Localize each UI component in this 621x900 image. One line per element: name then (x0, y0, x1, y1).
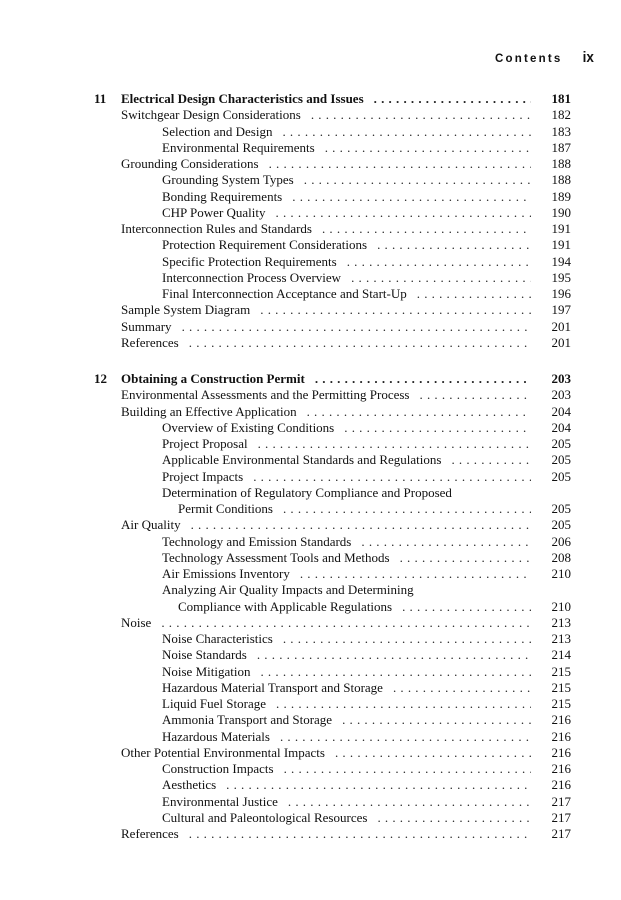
dot-leader (334, 420, 531, 436)
entry-label (121, 91, 535, 107)
toc-entry[interactable] (0, 517, 621, 533)
dot-leader (290, 566, 531, 582)
toc-entry[interactable] (0, 777, 621, 793)
entry-label (162, 189, 535, 205)
entry-label (162, 647, 535, 663)
entry-label (178, 599, 535, 615)
toc-entry[interactable] (0, 302, 621, 318)
entry-label (162, 534, 535, 550)
entry-page-number: 182 (551, 107, 571, 123)
toc-entry[interactable] (0, 631, 621, 647)
entry-page-number: 213 (551, 631, 571, 646)
entry-label (162, 777, 535, 793)
entry-title: Cultural and Paleontological Resources (162, 809, 368, 825)
entry-label (121, 221, 535, 237)
dot-leader (272, 124, 531, 140)
entry-label (121, 156, 535, 172)
entry-page-number: 190 (551, 204, 571, 220)
entry-title: References (121, 334, 179, 350)
dot-leader (248, 436, 531, 452)
toc-entry[interactable] (0, 124, 621, 140)
dot-leader (266, 696, 531, 712)
toc-entry[interactable] (0, 107, 621, 123)
dot-leader (301, 107, 531, 123)
entry-title: Grounding Considerations (121, 156, 259, 171)
entry-title: Sample System Diagram (121, 302, 251, 318)
entry-label (162, 140, 535, 156)
toc-entry[interactable] (0, 270, 621, 286)
toc-entry[interactable] (0, 745, 621, 761)
entry-label (162, 729, 535, 745)
entry-page-number: 216 (551, 744, 571, 760)
entry-title: Noise Standards (162, 647, 247, 663)
entry-page-number: 214 (551, 647, 571, 663)
dot-leader (181, 517, 531, 533)
entry-label (121, 107, 535, 123)
toc-entry[interactable] (0, 582, 621, 598)
dot-leader (364, 91, 531, 107)
toc-entry[interactable] (0, 205, 621, 221)
entry-label (162, 172, 535, 188)
entry-label (121, 826, 535, 842)
dot-leader (270, 729, 531, 745)
entry-title: Project Proposal (162, 436, 248, 451)
entry-page-number: 208 (551, 549, 571, 565)
toc-chapter (0, 91, 621, 351)
entry-page-number: 216 (551, 712, 571, 728)
entry-label (121, 745, 535, 761)
entry-label (162, 664, 535, 680)
toc-entry[interactable] (0, 335, 621, 351)
entry-title: Project Impacts (162, 468, 244, 484)
entry-page-number: 213 (551, 614, 571, 630)
entry-label (162, 761, 535, 777)
entry-label (162, 631, 535, 647)
toc-entry[interactable] (0, 664, 621, 680)
entry-page-number: 203 (551, 371, 571, 386)
running-head-title: Contents (495, 53, 563, 65)
entry-title: Environmental Justice (162, 793, 278, 809)
entry-page-number: 216 (551, 761, 571, 776)
entry-page-number: 203 (551, 387, 571, 403)
toc-entry[interactable] (0, 387, 621, 403)
toc-entry[interactable] (0, 729, 621, 745)
toc-entry[interactable] (0, 189, 621, 205)
entry-title: Building an Effective Application (121, 403, 297, 419)
dot-leader (250, 664, 531, 680)
entry-title: CHP Power Quality (162, 204, 266, 220)
dot-leader (294, 172, 531, 188)
entry-label (162, 286, 535, 302)
dot-leader (341, 270, 531, 286)
entry-label (162, 270, 535, 286)
entry-label (162, 485, 535, 501)
entry-title: Bonding Requirements (162, 188, 283, 204)
entry-title: Grounding System Types (162, 172, 294, 188)
entry-page-number: 205 (551, 468, 571, 484)
toc-entry[interactable] (0, 469, 621, 485)
entry-label (162, 205, 535, 221)
entry-title: Noise Mitigation (162, 663, 251, 679)
toc-entry[interactable] (0, 534, 621, 550)
entry-label (121, 615, 535, 631)
entry-page-number: 205 (551, 501, 571, 516)
entry-title: Hazardous Materials (162, 728, 270, 744)
entry-page-number: 191 (551, 221, 571, 236)
toc-entry[interactable] (0, 485, 621, 501)
entry-title: Technology and Emission Standards (162, 533, 352, 549)
entry-label (121, 404, 535, 420)
entry-title: Overview of Existing Conditions (162, 419, 335, 435)
entry-label (121, 371, 535, 387)
entry-title: Specific Protection Requirements (162, 253, 337, 269)
entry-page-number: 215 (551, 696, 571, 711)
dot-leader (172, 319, 531, 335)
entry-title: Air Quality (121, 517, 181, 533)
entry-page-number: 195 (551, 269, 571, 285)
chapter-number: 12 (94, 371, 107, 386)
entry-page-number: 183 (551, 123, 571, 139)
toc-entry[interactable] (0, 156, 621, 172)
entry-page-number: 205 (551, 436, 571, 451)
toc-entry[interactable] (0, 254, 621, 270)
entry-title: Permit Conditions (178, 501, 273, 516)
dot-leader (273, 501, 531, 517)
toc-chapter-title-row[interactable] (0, 91, 621, 107)
entry-title: References (121, 826, 179, 841)
toc-entry[interactable] (0, 761, 621, 777)
entry-page-number: 204 (551, 403, 571, 419)
entry-title: Ammonia Transport and Storage (162, 712, 333, 728)
toc-entry[interactable] (0, 810, 621, 826)
toc-chapter (0, 371, 621, 842)
entry-title: Interconnection Process Overview (162, 269, 342, 285)
entry-page-number: 191 (551, 237, 571, 253)
entry-label (121, 319, 535, 335)
entry-label (178, 501, 535, 517)
dot-leader (282, 189, 531, 205)
dot-leader (247, 647, 531, 663)
toc-entry[interactable] (0, 826, 621, 842)
entry-title: Aesthetics (162, 777, 217, 793)
entry-page-number: 187 (551, 139, 571, 155)
dot-leader (441, 452, 531, 468)
dot-leader (337, 254, 531, 270)
entry-title: Final Interconnection Acceptance and Start-Up (162, 286, 407, 301)
table-of-contents (0, 91, 621, 862)
toc-entry[interactable] (0, 712, 621, 728)
entry-title: Liquid Fuel Storage (162, 696, 266, 711)
entry-page-number: 201 (551, 334, 571, 350)
toc-entry[interactable] (0, 221, 621, 237)
dot-leader (305, 371, 531, 387)
entry-page-number: 215 (551, 679, 571, 695)
entry-title: Interconnection Rules and Standards (121, 221, 312, 236)
entry-page-number: 217 (551, 809, 571, 825)
toc-entry[interactable] (0, 680, 621, 696)
toc-entry[interactable] (0, 237, 621, 253)
dot-leader (312, 221, 531, 237)
entry-page-number: 188 (551, 172, 571, 188)
dot-leader (390, 550, 531, 566)
toc-entry[interactable] (0, 615, 621, 631)
entry-label (162, 469, 535, 485)
entry-title: Environmental Requirements (162, 139, 315, 155)
toc-entry[interactable] (0, 319, 621, 335)
chapter-number: 11 (94, 91, 107, 106)
dot-leader (179, 335, 531, 351)
dot-leader (259, 156, 531, 172)
entry-label (162, 566, 535, 582)
entry-title: Electrical Design Characteristics and Issues (121, 91, 364, 106)
toc-entry[interactable] (0, 452, 621, 468)
dot-leader (367, 237, 531, 253)
toc-entry[interactable] (0, 599, 621, 615)
entry-page-number: 216 (551, 728, 571, 744)
entry-title: Obtaining a Construction Permit (121, 371, 305, 386)
toc-entry[interactable] (0, 404, 621, 420)
dot-leader (250, 302, 531, 318)
entry-page-number: 210 (551, 566, 571, 581)
entry-title: Hazardous Material Transport and Storage (162, 679, 383, 695)
entry-title: Noise Characteristics (162, 631, 273, 646)
running-head (495, 49, 595, 71)
toc-entry[interactable] (0, 420, 621, 436)
toc-entry[interactable] (0, 566, 621, 582)
entry-page-number: 189 (551, 188, 571, 204)
entry-page-number: 181 (551, 91, 571, 106)
entry-page-number: 205 (551, 517, 571, 533)
dot-leader (315, 140, 531, 156)
entry-title: Other Potential Environmental Impacts (121, 744, 325, 760)
dot-leader (216, 777, 531, 793)
entry-label (162, 810, 535, 826)
dot-leader (367, 810, 531, 826)
entry-page-number: 194 (551, 253, 571, 269)
dot-leader (407, 286, 531, 302)
entry-page-number: 210 (551, 598, 571, 614)
entry-title: Summary (121, 318, 172, 334)
entry-title: Determination of Regulatory Compliance and Proposed (162, 484, 452, 500)
entry-title: Applicable Environmental Standards and Regulations (162, 452, 442, 468)
entry-label (162, 696, 535, 712)
entry-title: Noise (121, 614, 152, 630)
dot-leader (392, 599, 531, 615)
dot-leader (383, 680, 531, 696)
dot-leader (273, 631, 531, 647)
entry-page-number: 216 (551, 777, 571, 793)
toc-entry[interactable] (0, 286, 621, 302)
dot-leader (151, 615, 531, 631)
entry-label (121, 302, 535, 318)
dot-leader (266, 205, 531, 221)
entry-label (162, 582, 535, 598)
entry-label (121, 517, 535, 533)
dot-leader (410, 387, 532, 403)
entry-label (162, 254, 535, 270)
entry-title: Environmental Assessments and the Permitting Process (121, 387, 410, 403)
entry-title: Selection and Design (162, 123, 273, 139)
dot-leader (243, 469, 531, 485)
entry-label (121, 335, 535, 351)
entry-page-number: 204 (551, 419, 571, 435)
toc-entry[interactable] (0, 647, 621, 663)
entry-page-number: 188 (551, 156, 571, 171)
dot-leader (332, 712, 531, 728)
toc-entry[interactable] (0, 436, 621, 452)
entry-page-number: 196 (551, 286, 571, 301)
entry-title: Switchgear Design Considerations (121, 107, 301, 123)
entry-page-number: 201 (551, 318, 571, 334)
dot-leader (351, 534, 531, 550)
entry-label (162, 124, 535, 140)
toc-entry[interactable] (0, 140, 621, 156)
entry-label (162, 680, 535, 696)
entry-title: Analyzing Air Quality Impacts and Determining (162, 582, 414, 598)
entry-page-number: 215 (551, 663, 571, 679)
entry-label (162, 794, 535, 810)
entry-page-number: 206 (551, 533, 571, 549)
entry-page-number: 197 (551, 302, 571, 318)
entry-label (162, 452, 535, 468)
entry-label (162, 237, 535, 253)
toc-entry[interactable] (0, 550, 621, 566)
entry-label (162, 550, 535, 566)
entry-page-number: 217 (551, 826, 571, 841)
dot-leader (297, 404, 531, 420)
toc-entry[interactable] (0, 696, 621, 712)
dot-leader (274, 761, 531, 777)
entry-title: Protection Requirement Considerations (162, 237, 368, 253)
toc-entry[interactable] (0, 172, 621, 188)
dot-leader (179, 826, 531, 842)
toc-entry[interactable] (0, 794, 621, 810)
entry-label (121, 387, 535, 403)
running-head-page-number: ix (583, 49, 595, 66)
entry-page-number: 205 (551, 452, 571, 468)
entry-page-number: 217 (551, 793, 571, 809)
dot-leader (278, 794, 531, 810)
toc-entry[interactable] (0, 501, 621, 517)
entry-title: Technology Assessment Tools and Methods (162, 549, 390, 565)
dot-leader (325, 745, 531, 761)
entry-title: Compliance with Applicable Regulations (178, 598, 393, 614)
toc-chapter-title-row[interactable] (0, 371, 621, 387)
entry-label (162, 420, 535, 436)
entry-title: Air Emissions Inventory (162, 566, 290, 581)
entry-label (162, 712, 535, 728)
entry-title: Construction Impacts (162, 761, 274, 776)
entry-label (162, 436, 535, 452)
